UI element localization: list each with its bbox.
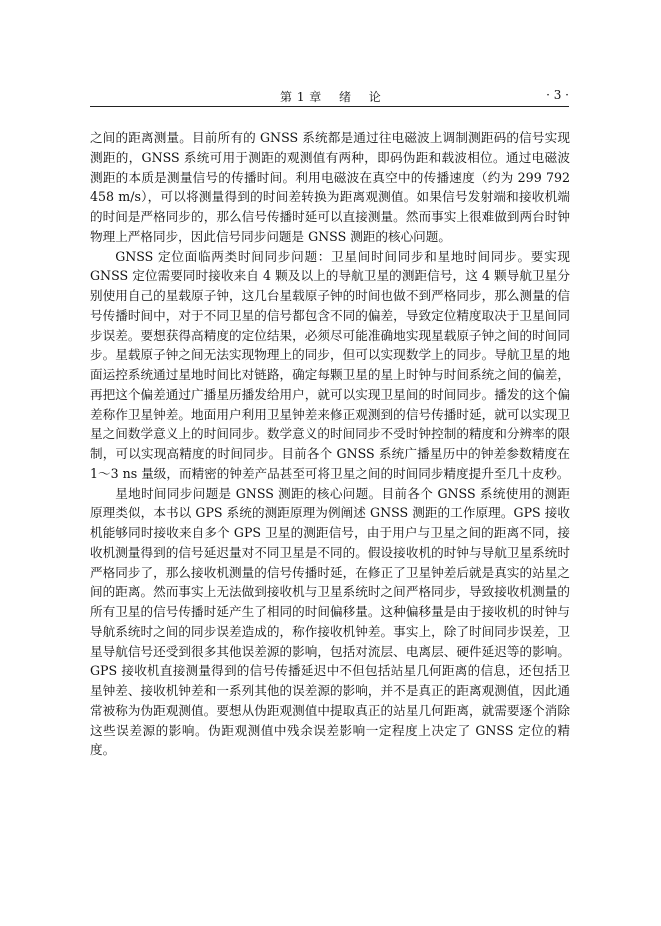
page-header — [90, 86, 569, 107]
paragraph-2: GNSS 定位面临两类时间同步问题：卫星间时间同步和星地时间同步。要实现 GNSS 定位需要同时接收来自 4 颗及以上的导航卫星的测距信号，这 4 颗导航卫星分别使用自己的星载原子钟，这几台星载原子钟的时间也做不到严格同步，那么测量的信号传播时间中，对于不同卫星的信号都包含不同的偏差，导致定位精度取决于卫星间同步误差。要想获得高精度的定位结果，必须尽可能准确地实现星载原子钟之间的时间同步。星载原子钟之间无法实现物理上的同步，但可以实现数学上的同步。导航卫星的地面运控系统通过星地时间比对链路，确定每颗卫星的星上时钟与时间系统之间的偏差，再把这个偏差通过广播星历播发给用户，就可以实现卫星间的时间同步。播发的这个偏差称作卫星钟差。地面用户利用卫星钟差来修正观测到的信号传播时延，就可以实现卫星之间数学意义上的时间同步。数学意义的时间同步不受时钟控制的精度和分辨率的限制，可以实现高精度的时间同步。目前各个 GNSS 系统广播星历中的钟差参数精度在 1～3 ns 量级，而精密的钟差产品甚至可将卫星之间的时间同步精度提升至几十皮秒。 — [90, 248, 570, 481]
chapter-title: 第 1 章 绪 论 — [280, 90, 382, 104]
paragraph-1: 之间的距离测量。目前所有的 GNSS 系统都是通过往电磁波上调制测距码的信号实现测距的，GNSS 系统可用于测距的观测值有两种，即码伪距和载波相位。通过电磁波测距的本质是测量信号的传播时间。利用电磁波在真空中的传播速度（约为 299 792 458 m/s），可以将测量得到的时间差转换为距离观测值。如果信号发射端和接收机端的时间是严格同步的，那么信号传播时延可以直接测量。然而事实上很难做到两台时钟物理上严格同步，因此信号同步问题是 GNSS 测距的核心问题。 — [90, 130, 570, 244]
body-text — [90, 128, 570, 760]
paragraph-3: 星地时间同步问题是 GNSS 测距的核心问题。目前各个 GNSS 系统使用的测距原理类似，本书以 GPS 系统的测距原理为例阐述 GNSS 测距的工作原理。GPS 接收机能够同时接收来自多个 GPS 卫星的测距信号，由于用户与卫星之间的距离不同，接收机测量得到的信号延迟量对不同卫星是不同的。假设接收机的时钟与导航卫星系统时严格同步了，那么接收机测量的信号传播时延，在修正了卫星钟差后就是真实的站星之间的距离。然而事实上无法做到接收机与卫星系统时之间严格同步，导致接收机测量的所有卫星的信号传播时延产生了相同的时间偏移量。这种偏移量是由于接收机的时钟与导航系统时之间的同步误差造成的，称作接收机钟差。事实上，除了时间同步误差，卫星导航信号还受到很多其他误差源的影响，包括对流层、电离层、硬件延迟等的影响。GPS 接收机直接测量得到的信号传播延迟中不但包括站星几何距离的信息，还包括卫星钟差、接收机钟差和一系列其他的误差源的影响，并不是真正的距离观测值，因此通常被称为伪距观测值。要想从伪距观测值中提取真正的站星几何距离，就需要逐个消除这些误差源的影响。伪距观测值中残余误差影响一定程度上决定了 GNSS 定位的精度。 — [90, 485, 570, 758]
page-number: · 3 · — [546, 88, 569, 102]
